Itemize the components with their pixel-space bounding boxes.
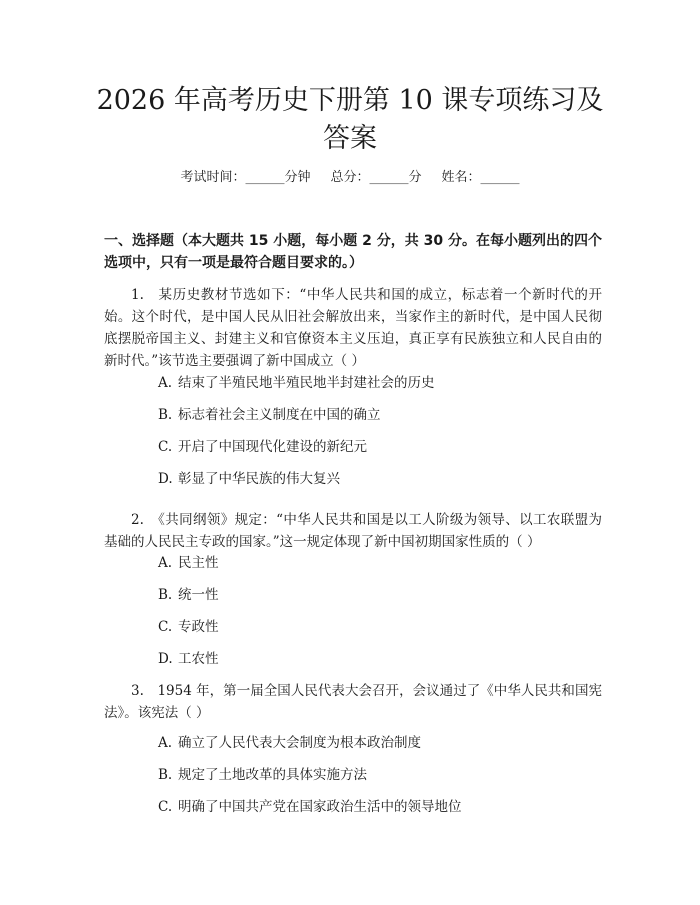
student-name-field: 姓名：______	[441, 170, 520, 185]
option-text: 规定了土地改革的具体实施方法	[178, 767, 367, 783]
total-score-field: 总分：______分	[330, 170, 422, 185]
question-2-option-c[interactable]	[158, 617, 598, 637]
question-2-option-d[interactable]	[158, 649, 598, 669]
option-text: 彰显了中华民族的伟大复兴	[178, 471, 340, 487]
option-letter: B.	[158, 407, 173, 423]
section-heading: 一、选择题（本大题共 15 小题，每小题 2 分，共 30 分。在每小题列出的四个选项中，只有一项是最符合题目要求的。）	[104, 233, 602, 271]
option-letter: B.	[158, 587, 173, 603]
option-text: 确立了人民代表大会制度为根本政治制度	[178, 735, 421, 751]
question-stem-3: 3. 1954 年，第一届全国人民代表大会召开，会议通过了《中华人民共和国宪法》。该宪法（ ）	[104, 683, 602, 721]
question-2-option-a[interactable]	[158, 553, 598, 573]
exam-time-field: 考试时间：______分钟	[180, 170, 311, 185]
option-text: 工农性	[178, 651, 219, 667]
option-letter: D.	[158, 471, 173, 487]
question-3-option-b[interactable]	[158, 765, 598, 785]
question-1-option-b[interactable]	[158, 405, 598, 425]
option-letter: C.	[158, 619, 173, 635]
option-text: 民主性	[178, 555, 219, 571]
question-1-option-d[interactable]	[158, 469, 598, 489]
option-text: 统一性	[178, 587, 219, 603]
question-1-option-c[interactable]	[158, 437, 598, 457]
option-letter: C.	[158, 439, 173, 455]
question-1-option-a[interactable]	[158, 373, 598, 393]
option-letter: A.	[158, 735, 173, 751]
option-text: 标志着社会主义制度在中国的确立	[178, 407, 381, 423]
option-letter: B.	[158, 767, 173, 783]
option-letter: A.	[158, 555, 173, 571]
option-text: 开启了中国现代化建设的新纪元	[178, 439, 367, 455]
option-text: 专政性	[178, 619, 219, 635]
question-stem-2: 2. 《共同纲领》规定：“中华人民共和国是以工人阶级为领导、以工农联盟为基础的人民民主专政的国家。”这一规定体现了新中国初期国家性质的（ ）	[104, 512, 602, 550]
option-letter: D.	[158, 651, 173, 667]
document-title: 2026 年高考历史下册第 10 课专项练习及答案	[96, 85, 604, 154]
option-letter: C.	[158, 799, 173, 815]
option-text: 明确了中国共产党在国家政治生活中的领导地位	[178, 799, 462, 815]
option-text: 结束了半殖民地半殖民地半封建社会的历史	[178, 375, 435, 391]
question-stem-1: 1. 某历史教材节选如下：“中华人民共和国的成立，标志着一个新时代的开始。这个时代，是中国人民从旧社会解放出来，当家作主的新时代，是中国人民彻底摆脱帝国主义、封建主义和官僚资本主义压迫，真正享有民族独立和人民自由的新时代。”该节选主要强调了新中国成立（ ）	[104, 287, 602, 369]
question-3-option-a[interactable]	[158, 733, 598, 753]
question-3-option-c[interactable]	[158, 797, 598, 817]
question-2-option-b[interactable]	[158, 585, 598, 605]
exam-meta	[0, 168, 700, 188]
option-letter: A.	[158, 375, 173, 391]
